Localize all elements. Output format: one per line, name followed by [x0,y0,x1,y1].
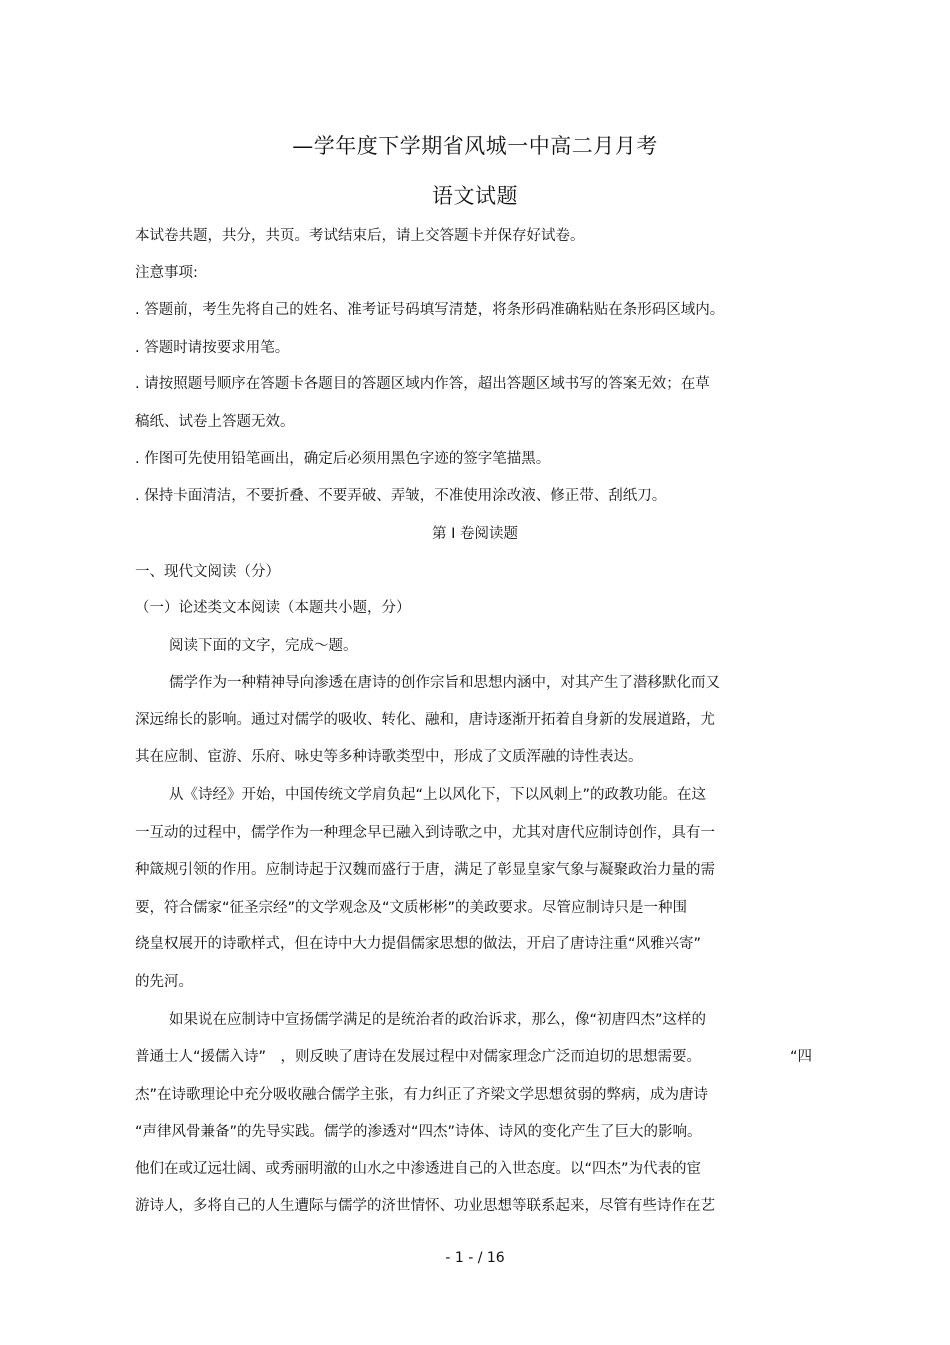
paragraph-line: 一互动的过程中，儒学作为一种理念早已融入到诗歌之中，尤其对唐代应制诗创作，具有一 [135,825,715,841]
paragraph-line: 要，符合儒家“征圣宗经”的文学观念及“文质彬彬”的美政要求。尽管应制诗只是一种围 [135,900,688,916]
notice-item: . 答题前，考生先将自己的姓名、准考证号码填写清楚，将条形码准确粘贴在条形码区域内。 [135,302,725,318]
paragraph-line: 绕皇权展开的诗歌样式，但在诗中大力提倡儒家思想的做法，开启了唐诗注重“风雅兴寄” [135,936,702,952]
notice-item: . 保持卡面清洁，不要折叠、不要弄破、弄皱，不准使用涂改液、修正带、刮纸刀。 [135,488,667,504]
paragraph-line: 其在应制、宦游、乐府、咏史等多种诗歌类型中，形成了文质浑融的诗性表达。 [135,749,643,765]
subpart-heading: （一）论述类文本阅读（本题共小题，分） [135,600,411,616]
paragraph-line: 游诗人，多将自己的人生遭际与儒学的济世情怀、功业思想等联系起来，尽管有些诗作在艺 [135,1198,715,1214]
notice-item: . 请按照题号顺序在答题卡各题目的答题区域内作答，超出答题区域书写的答案无效；在草 [135,376,710,392]
paragraph-line: 从《诗经》开始，中国传统文学肩负起“上以风化下，下以风刺上”的政教功能。在这 [169,787,707,803]
exam-subtitle: 语文试题 [432,184,518,208]
paragraph-line: 儒学作为一种精神导向渗透在唐诗的创作宗旨和思想内涵中，对其产生了潜移默化而又 [169,675,720,691]
intro-text: 本试卷共题，共分，共页。考试结束后，请上交答题卡并保存好试卷。 [135,228,585,244]
paragraph-line: “声律风骨兼备”的先导实践。儒学的渗透对“四杰”诗体、诗风的变化产生了巨大的影响。 [135,1124,702,1140]
notice-item: 稿纸、试卷上答题无效。 [135,414,295,430]
notice-item: . 答题时请按要求用笔。 [135,340,290,356]
exam-title: —学年度下学期省风城一中高二月月考 [292,134,658,158]
section-title: 第 I 卷阅读题 [432,526,518,542]
paragraph-line-end: “四 [790,1049,813,1065]
part-heading: 一、现代文阅读（分） [135,564,280,580]
paragraph-line: 的先河。 [135,974,193,990]
paragraph-line: 深远绵长的影响。通过对儒学的吸收、转化、融和，唐诗逐渐开拓着自身新的发展道路，尤 [135,712,715,728]
paragraph-line: 如果说在应制诗中宣扬儒学满足的是统治者的政治诉求，那么，像“初唐四杰”这样的 [169,1012,707,1028]
reading-instruction: 阅读下面的文字，完成～题。 [169,638,358,654]
paragraph-line: 普通士人“援儒入诗” ，则反映了唐诗在发展过程中对儒家理念广泛而迫切的思想需要。 [135,1049,702,1065]
notice-heading: 注意事项: [135,265,198,281]
notice-item: . 作图可先使用铅笔画出，确定后必须用黑色字迹的签字笔描黑。 [135,451,551,467]
page-number: - 1 - / 16 [445,1250,505,1266]
paragraph-line: 种箴规引领的作用。应制诗起于汉魏而盛行于唐，满足了彰显皇家气象与凝聚政治力量的需 [135,862,715,878]
paragraph-line: 他们在或辽远壮阔、或秀丽明澈的山水之中渗透进自己的入世态度。以“四杰”为代表的宦 [135,1161,702,1177]
paragraph-line: 杰”在诗歌理论中充分吸收融合儒学主张，有力纠正了齐梁文学思想贫弱的弊病，成为唐诗 [135,1087,709,1103]
